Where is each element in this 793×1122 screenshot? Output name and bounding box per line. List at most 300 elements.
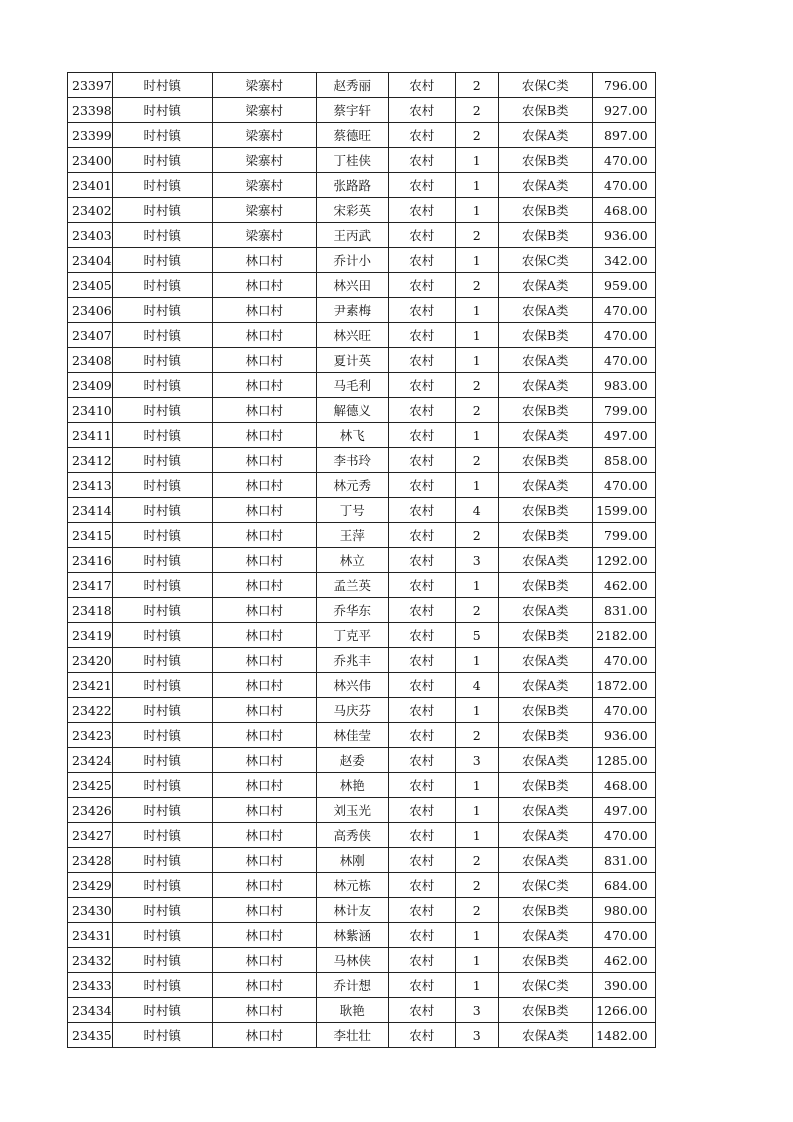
- member-count-cell: 1: [455, 923, 498, 948]
- record-id-cell: 23429: [68, 873, 113, 898]
- record-id-cell: 23401: [68, 173, 113, 198]
- record-id-cell: 23398: [68, 98, 113, 123]
- member-count-cell: 4: [455, 498, 498, 523]
- household-type-cell: 农村: [388, 573, 455, 598]
- household-type-cell: 农村: [388, 848, 455, 873]
- table-row: [68, 523, 656, 548]
- village-cell: 林口村: [212, 423, 316, 448]
- name-cell: 马毛利: [316, 373, 388, 398]
- household-type-cell: 农村: [388, 673, 455, 698]
- member-count-cell: 1: [455, 148, 498, 173]
- amount-cell: 390.00: [592, 973, 655, 998]
- insurance-class-cell: 农保A类: [498, 1023, 592, 1048]
- amount-cell: 470.00: [592, 648, 655, 673]
- table-row: [68, 648, 656, 673]
- village-cell: 林口村: [212, 623, 316, 648]
- name-cell: 赵委: [316, 748, 388, 773]
- record-id-cell: 23424: [68, 748, 113, 773]
- town-cell: 时村镇: [112, 448, 212, 473]
- town-cell: 时村镇: [112, 248, 212, 273]
- amount-cell: 1266.00: [592, 998, 655, 1023]
- record-id-cell: 23428: [68, 848, 113, 873]
- insurance-class-cell: 农保B类: [498, 448, 592, 473]
- member-count-cell: 3: [455, 748, 498, 773]
- amount-cell: 1285.00: [592, 748, 655, 773]
- household-type-cell: 农村: [388, 323, 455, 348]
- member-count-cell: 3: [455, 1023, 498, 1048]
- household-type-cell: 农村: [388, 973, 455, 998]
- village-cell: 林口村: [212, 923, 316, 948]
- amount-cell: 983.00: [592, 373, 655, 398]
- town-cell: 时村镇: [112, 948, 212, 973]
- amount-cell: 468.00: [592, 773, 655, 798]
- record-id-cell: 23421: [68, 673, 113, 698]
- member-count-cell: 2: [455, 848, 498, 873]
- amount-cell: 497.00: [592, 423, 655, 448]
- member-count-cell: 1: [455, 248, 498, 273]
- table-row: [68, 323, 656, 348]
- town-cell: 时村镇: [112, 923, 212, 948]
- table-row: [68, 573, 656, 598]
- member-count-cell: 1: [455, 198, 498, 223]
- household-type-cell: 农村: [388, 773, 455, 798]
- household-type-cell: 农村: [388, 223, 455, 248]
- name-cell: 乔计想: [316, 973, 388, 998]
- insurance-class-cell: 农保A类: [498, 798, 592, 823]
- table-row: [68, 1023, 656, 1048]
- insurance-class-cell: 农保C类: [498, 248, 592, 273]
- village-cell: 林口村: [212, 598, 316, 623]
- name-cell: 丁克平: [316, 623, 388, 648]
- household-type-cell: 农村: [388, 873, 455, 898]
- record-id-cell: 23416: [68, 548, 113, 573]
- name-cell: 林兴伟: [316, 673, 388, 698]
- name-cell: 李书玲: [316, 448, 388, 473]
- town-cell: 时村镇: [112, 223, 212, 248]
- household-type-cell: 农村: [388, 173, 455, 198]
- amount-cell: 927.00: [592, 98, 655, 123]
- table-row: [68, 923, 656, 948]
- table-row: [68, 723, 656, 748]
- table-row: [68, 798, 656, 823]
- table-row: [68, 448, 656, 473]
- record-id-cell: 23415: [68, 523, 113, 548]
- amount-cell: 462.00: [592, 948, 655, 973]
- name-cell: 林立: [316, 548, 388, 573]
- village-cell: 林口村: [212, 798, 316, 823]
- village-cell: 梁寨村: [212, 98, 316, 123]
- table-row: [68, 973, 656, 998]
- amount-cell: 1482.00: [592, 1023, 655, 1048]
- amount-cell: 470.00: [592, 698, 655, 723]
- insurance-class-cell: 农保A类: [498, 673, 592, 698]
- town-cell: 时村镇: [112, 998, 212, 1023]
- amount-cell: 470.00: [592, 173, 655, 198]
- record-id-cell: 23406: [68, 298, 113, 323]
- table-row: [68, 148, 656, 173]
- name-cell: 李壮壮: [316, 1023, 388, 1048]
- name-cell: 林兴旺: [316, 323, 388, 348]
- household-type-cell: 农村: [388, 248, 455, 273]
- record-id-cell: 23400: [68, 148, 113, 173]
- member-count-cell: 2: [455, 523, 498, 548]
- name-cell: 林紫涵: [316, 923, 388, 948]
- insurance-class-cell: 农保A类: [498, 598, 592, 623]
- village-cell: 林口村: [212, 848, 316, 873]
- name-cell: 林元栋: [316, 873, 388, 898]
- record-id-cell: 23432: [68, 948, 113, 973]
- member-count-cell: 5: [455, 623, 498, 648]
- village-cell: 林口村: [212, 573, 316, 598]
- record-id-cell: 23412: [68, 448, 113, 473]
- village-cell: 林口村: [212, 998, 316, 1023]
- insurance-class-cell: 农保A类: [498, 423, 592, 448]
- town-cell: 时村镇: [112, 273, 212, 298]
- table-row: [68, 298, 656, 323]
- amount-cell: 858.00: [592, 448, 655, 473]
- insurance-class-cell: 农保C类: [498, 973, 592, 998]
- household-type-cell: 农村: [388, 623, 455, 648]
- town-cell: 时村镇: [112, 798, 212, 823]
- member-count-cell: 1: [455, 798, 498, 823]
- record-id-cell: 23430: [68, 898, 113, 923]
- household-type-cell: 农村: [388, 923, 455, 948]
- household-type-cell: 农村: [388, 423, 455, 448]
- member-count-cell: 1: [455, 823, 498, 848]
- town-cell: 时村镇: [112, 698, 212, 723]
- table-row: [68, 223, 656, 248]
- household-type-cell: 农村: [388, 823, 455, 848]
- table-row: [68, 398, 656, 423]
- town-cell: 时村镇: [112, 298, 212, 323]
- insurance-class-cell: 农保A类: [498, 123, 592, 148]
- table-row: [68, 173, 656, 198]
- village-cell: 林口村: [212, 698, 316, 723]
- member-count-cell: 1: [455, 423, 498, 448]
- amount-cell: 831.00: [592, 848, 655, 873]
- amount-cell: 959.00: [592, 273, 655, 298]
- insurance-class-cell: 农保A类: [498, 923, 592, 948]
- town-cell: 时村镇: [112, 648, 212, 673]
- name-cell: 马庆芬: [316, 698, 388, 723]
- household-type-cell: 农村: [388, 98, 455, 123]
- name-cell: 丁桂侠: [316, 148, 388, 173]
- village-cell: 林口村: [212, 273, 316, 298]
- household-type-cell: 农村: [388, 748, 455, 773]
- household-type-cell: 农村: [388, 723, 455, 748]
- name-cell: 林艳: [316, 773, 388, 798]
- table-row: [68, 123, 656, 148]
- village-cell: 林口村: [212, 948, 316, 973]
- name-cell: 林飞: [316, 423, 388, 448]
- table-row: [68, 248, 656, 273]
- village-cell: 林口村: [212, 823, 316, 848]
- name-cell: 宋彩英: [316, 198, 388, 223]
- town-cell: 时村镇: [112, 823, 212, 848]
- village-cell: 林口村: [212, 448, 316, 473]
- name-cell: 王丙武: [316, 223, 388, 248]
- household-type-cell: 农村: [388, 398, 455, 423]
- record-id-cell: 23418: [68, 598, 113, 623]
- table-row: [68, 698, 656, 723]
- table-row: [68, 948, 656, 973]
- insurance-class-cell: 农保B类: [498, 773, 592, 798]
- record-id-cell: 23407: [68, 323, 113, 348]
- amount-cell: 799.00: [592, 398, 655, 423]
- insurance-class-cell: 农保B类: [498, 223, 592, 248]
- insurance-class-cell: 农保A类: [498, 823, 592, 848]
- town-cell: 时村镇: [112, 723, 212, 748]
- household-type-cell: 农村: [388, 448, 455, 473]
- member-count-cell: 2: [455, 723, 498, 748]
- village-cell: 梁寨村: [212, 223, 316, 248]
- table-row: [68, 623, 656, 648]
- record-id-cell: 23431: [68, 923, 113, 948]
- village-cell: 林口村: [212, 473, 316, 498]
- name-cell: 张路路: [316, 173, 388, 198]
- village-cell: 林口村: [212, 523, 316, 548]
- name-cell: 乔计小: [316, 248, 388, 273]
- amount-cell: 497.00: [592, 798, 655, 823]
- record-id-cell: 23423: [68, 723, 113, 748]
- record-id-cell: 23426: [68, 798, 113, 823]
- town-cell: 时村镇: [112, 773, 212, 798]
- name-cell: 解德义: [316, 398, 388, 423]
- town-cell: 时村镇: [112, 748, 212, 773]
- town-cell: 时村镇: [112, 598, 212, 623]
- amount-cell: 2182.00: [592, 623, 655, 648]
- member-count-cell: 3: [455, 548, 498, 573]
- member-count-cell: 1: [455, 348, 498, 373]
- insurance-class-cell: 农保B类: [498, 898, 592, 923]
- name-cell: 高秀侠: [316, 823, 388, 848]
- record-id-cell: 23422: [68, 698, 113, 723]
- household-type-cell: 农村: [388, 148, 455, 173]
- member-count-cell: 2: [455, 598, 498, 623]
- village-cell: 林口村: [212, 548, 316, 573]
- insurance-class-cell: 农保B类: [498, 523, 592, 548]
- amount-cell: 1599.00: [592, 498, 655, 523]
- name-cell: 丁号: [316, 498, 388, 523]
- amount-cell: 936.00: [592, 723, 655, 748]
- member-count-cell: 1: [455, 323, 498, 348]
- insurance-class-cell: 农保B类: [498, 723, 592, 748]
- table-row: [68, 848, 656, 873]
- insurance-class-cell: 农保B类: [498, 998, 592, 1023]
- insurance-class-cell: 农保A类: [498, 473, 592, 498]
- village-cell: 林口村: [212, 773, 316, 798]
- village-cell: 林口村: [212, 898, 316, 923]
- household-type-cell: 农村: [388, 898, 455, 923]
- record-id-cell: 23420: [68, 648, 113, 673]
- amount-cell: 897.00: [592, 123, 655, 148]
- amount-cell: 470.00: [592, 298, 655, 323]
- household-type-cell: 农村: [388, 498, 455, 523]
- village-cell: 林口村: [212, 648, 316, 673]
- name-cell: 蔡德旺: [316, 123, 388, 148]
- table-row: [68, 873, 656, 898]
- record-id-cell: 23419: [68, 623, 113, 648]
- household-type-cell: 农村: [388, 948, 455, 973]
- record-id-cell: 23402: [68, 198, 113, 223]
- member-count-cell: 2: [455, 223, 498, 248]
- amount-cell: 684.00: [592, 873, 655, 898]
- insurance-class-cell: 农保B类: [498, 573, 592, 598]
- record-id-cell: 23403: [68, 223, 113, 248]
- insurance-class-cell: 农保B类: [498, 398, 592, 423]
- record-id-cell: 23425: [68, 773, 113, 798]
- member-count-cell: 1: [455, 648, 498, 673]
- name-cell: 夏计英: [316, 348, 388, 373]
- member-count-cell: 1: [455, 298, 498, 323]
- insurance-class-cell: 农保B类: [498, 698, 592, 723]
- insurance-class-cell: 农保B类: [498, 148, 592, 173]
- table-row: [68, 373, 656, 398]
- amount-cell: 470.00: [592, 348, 655, 373]
- member-count-cell: 2: [455, 448, 498, 473]
- name-cell: 林佳莹: [316, 723, 388, 748]
- village-cell: 林口村: [212, 323, 316, 348]
- name-cell: 王萍: [316, 523, 388, 548]
- member-count-cell: 2: [455, 373, 498, 398]
- town-cell: 时村镇: [112, 473, 212, 498]
- town-cell: 时村镇: [112, 123, 212, 148]
- amount-cell: 470.00: [592, 323, 655, 348]
- village-cell: 林口村: [212, 723, 316, 748]
- insurance-class-cell: 农保A类: [498, 373, 592, 398]
- table-row: [68, 898, 656, 923]
- town-cell: 时村镇: [112, 873, 212, 898]
- town-cell: 时村镇: [112, 498, 212, 523]
- name-cell: 赵秀丽: [316, 73, 388, 98]
- insurance-class-cell: 农保A类: [498, 348, 592, 373]
- household-type-cell: 农村: [388, 648, 455, 673]
- village-cell: 梁寨村: [212, 198, 316, 223]
- member-count-cell: 1: [455, 173, 498, 198]
- village-cell: 林口村: [212, 348, 316, 373]
- amount-cell: 1872.00: [592, 673, 655, 698]
- member-count-cell: 2: [455, 873, 498, 898]
- village-cell: 林口村: [212, 673, 316, 698]
- insurance-class-cell: 农保B类: [498, 323, 592, 348]
- name-cell: 耿艳: [316, 998, 388, 1023]
- town-cell: 时村镇: [112, 1023, 212, 1048]
- village-cell: 梁寨村: [212, 173, 316, 198]
- member-count-cell: 1: [455, 948, 498, 973]
- table-row: [68, 598, 656, 623]
- village-cell: 林口村: [212, 373, 316, 398]
- village-cell: 林口村: [212, 873, 316, 898]
- record-id-cell: 23399: [68, 123, 113, 148]
- table-body: [68, 73, 656, 1048]
- record-id-cell: 23413: [68, 473, 113, 498]
- town-cell: 时村镇: [112, 973, 212, 998]
- village-cell: 梁寨村: [212, 123, 316, 148]
- name-cell: 孟兰英: [316, 573, 388, 598]
- member-count-cell: 1: [455, 973, 498, 998]
- name-cell: 林兴田: [316, 273, 388, 298]
- name-cell: 乔华东: [316, 598, 388, 623]
- record-id-cell: 23411: [68, 423, 113, 448]
- household-type-cell: 农村: [388, 298, 455, 323]
- village-cell: 林口村: [212, 298, 316, 323]
- table-row: [68, 348, 656, 373]
- record-id-cell: 23410: [68, 398, 113, 423]
- member-count-cell: 2: [455, 123, 498, 148]
- town-cell: 时村镇: [112, 348, 212, 373]
- insurance-class-cell: 农保B类: [498, 198, 592, 223]
- insurance-class-cell: 农保A类: [498, 548, 592, 573]
- table-row: [68, 548, 656, 573]
- member-count-cell: 1: [455, 573, 498, 598]
- town-cell: 时村镇: [112, 398, 212, 423]
- table-row: [68, 773, 656, 798]
- amount-cell: 470.00: [592, 923, 655, 948]
- name-cell: 蔡宇轩: [316, 98, 388, 123]
- household-type-cell: 农村: [388, 348, 455, 373]
- household-type-cell: 农村: [388, 798, 455, 823]
- record-id-cell: 23409: [68, 373, 113, 398]
- town-cell: 时村镇: [112, 548, 212, 573]
- insurance-class-cell: 农保B类: [498, 948, 592, 973]
- amount-cell: 799.00: [592, 523, 655, 548]
- amount-cell: 470.00: [592, 148, 655, 173]
- insurance-class-cell: 农保A类: [498, 273, 592, 298]
- household-type-cell: 农村: [388, 1023, 455, 1048]
- household-type-cell: 农村: [388, 698, 455, 723]
- village-cell: 梁寨村: [212, 73, 316, 98]
- village-cell: 林口村: [212, 973, 316, 998]
- member-count-cell: 2: [455, 398, 498, 423]
- member-count-cell: 1: [455, 698, 498, 723]
- table-row: [68, 98, 656, 123]
- town-cell: 时村镇: [112, 573, 212, 598]
- amount-cell: 936.00: [592, 223, 655, 248]
- insurance-class-cell: 农保B类: [498, 98, 592, 123]
- table-row: [68, 498, 656, 523]
- amount-cell: 470.00: [592, 473, 655, 498]
- household-type-cell: 农村: [388, 373, 455, 398]
- amount-cell: 462.00: [592, 573, 655, 598]
- record-id-cell: 23433: [68, 973, 113, 998]
- town-cell: 时村镇: [112, 673, 212, 698]
- table-row: [68, 273, 656, 298]
- household-type-cell: 农村: [388, 198, 455, 223]
- table-row: [68, 73, 656, 98]
- town-cell: 时村镇: [112, 848, 212, 873]
- household-type-cell: 农村: [388, 598, 455, 623]
- household-type-cell: 农村: [388, 473, 455, 498]
- record-id-cell: 23408: [68, 348, 113, 373]
- name-cell: 林元秀: [316, 473, 388, 498]
- household-type-cell: 农村: [388, 123, 455, 148]
- member-count-cell: 3: [455, 998, 498, 1023]
- amount-cell: 980.00: [592, 898, 655, 923]
- household-type-cell: 农村: [388, 273, 455, 298]
- town-cell: 时村镇: [112, 623, 212, 648]
- table-row: [68, 423, 656, 448]
- member-count-cell: 2: [455, 273, 498, 298]
- member-count-cell: 4: [455, 673, 498, 698]
- household-type-cell: 农村: [388, 998, 455, 1023]
- town-cell: 时村镇: [112, 373, 212, 398]
- town-cell: 时村镇: [112, 198, 212, 223]
- member-count-cell: 1: [455, 473, 498, 498]
- amount-cell: 342.00: [592, 248, 655, 273]
- record-id-cell: 23427: [68, 823, 113, 848]
- amount-cell: 1292.00: [592, 548, 655, 573]
- name-cell: 尹素梅: [316, 298, 388, 323]
